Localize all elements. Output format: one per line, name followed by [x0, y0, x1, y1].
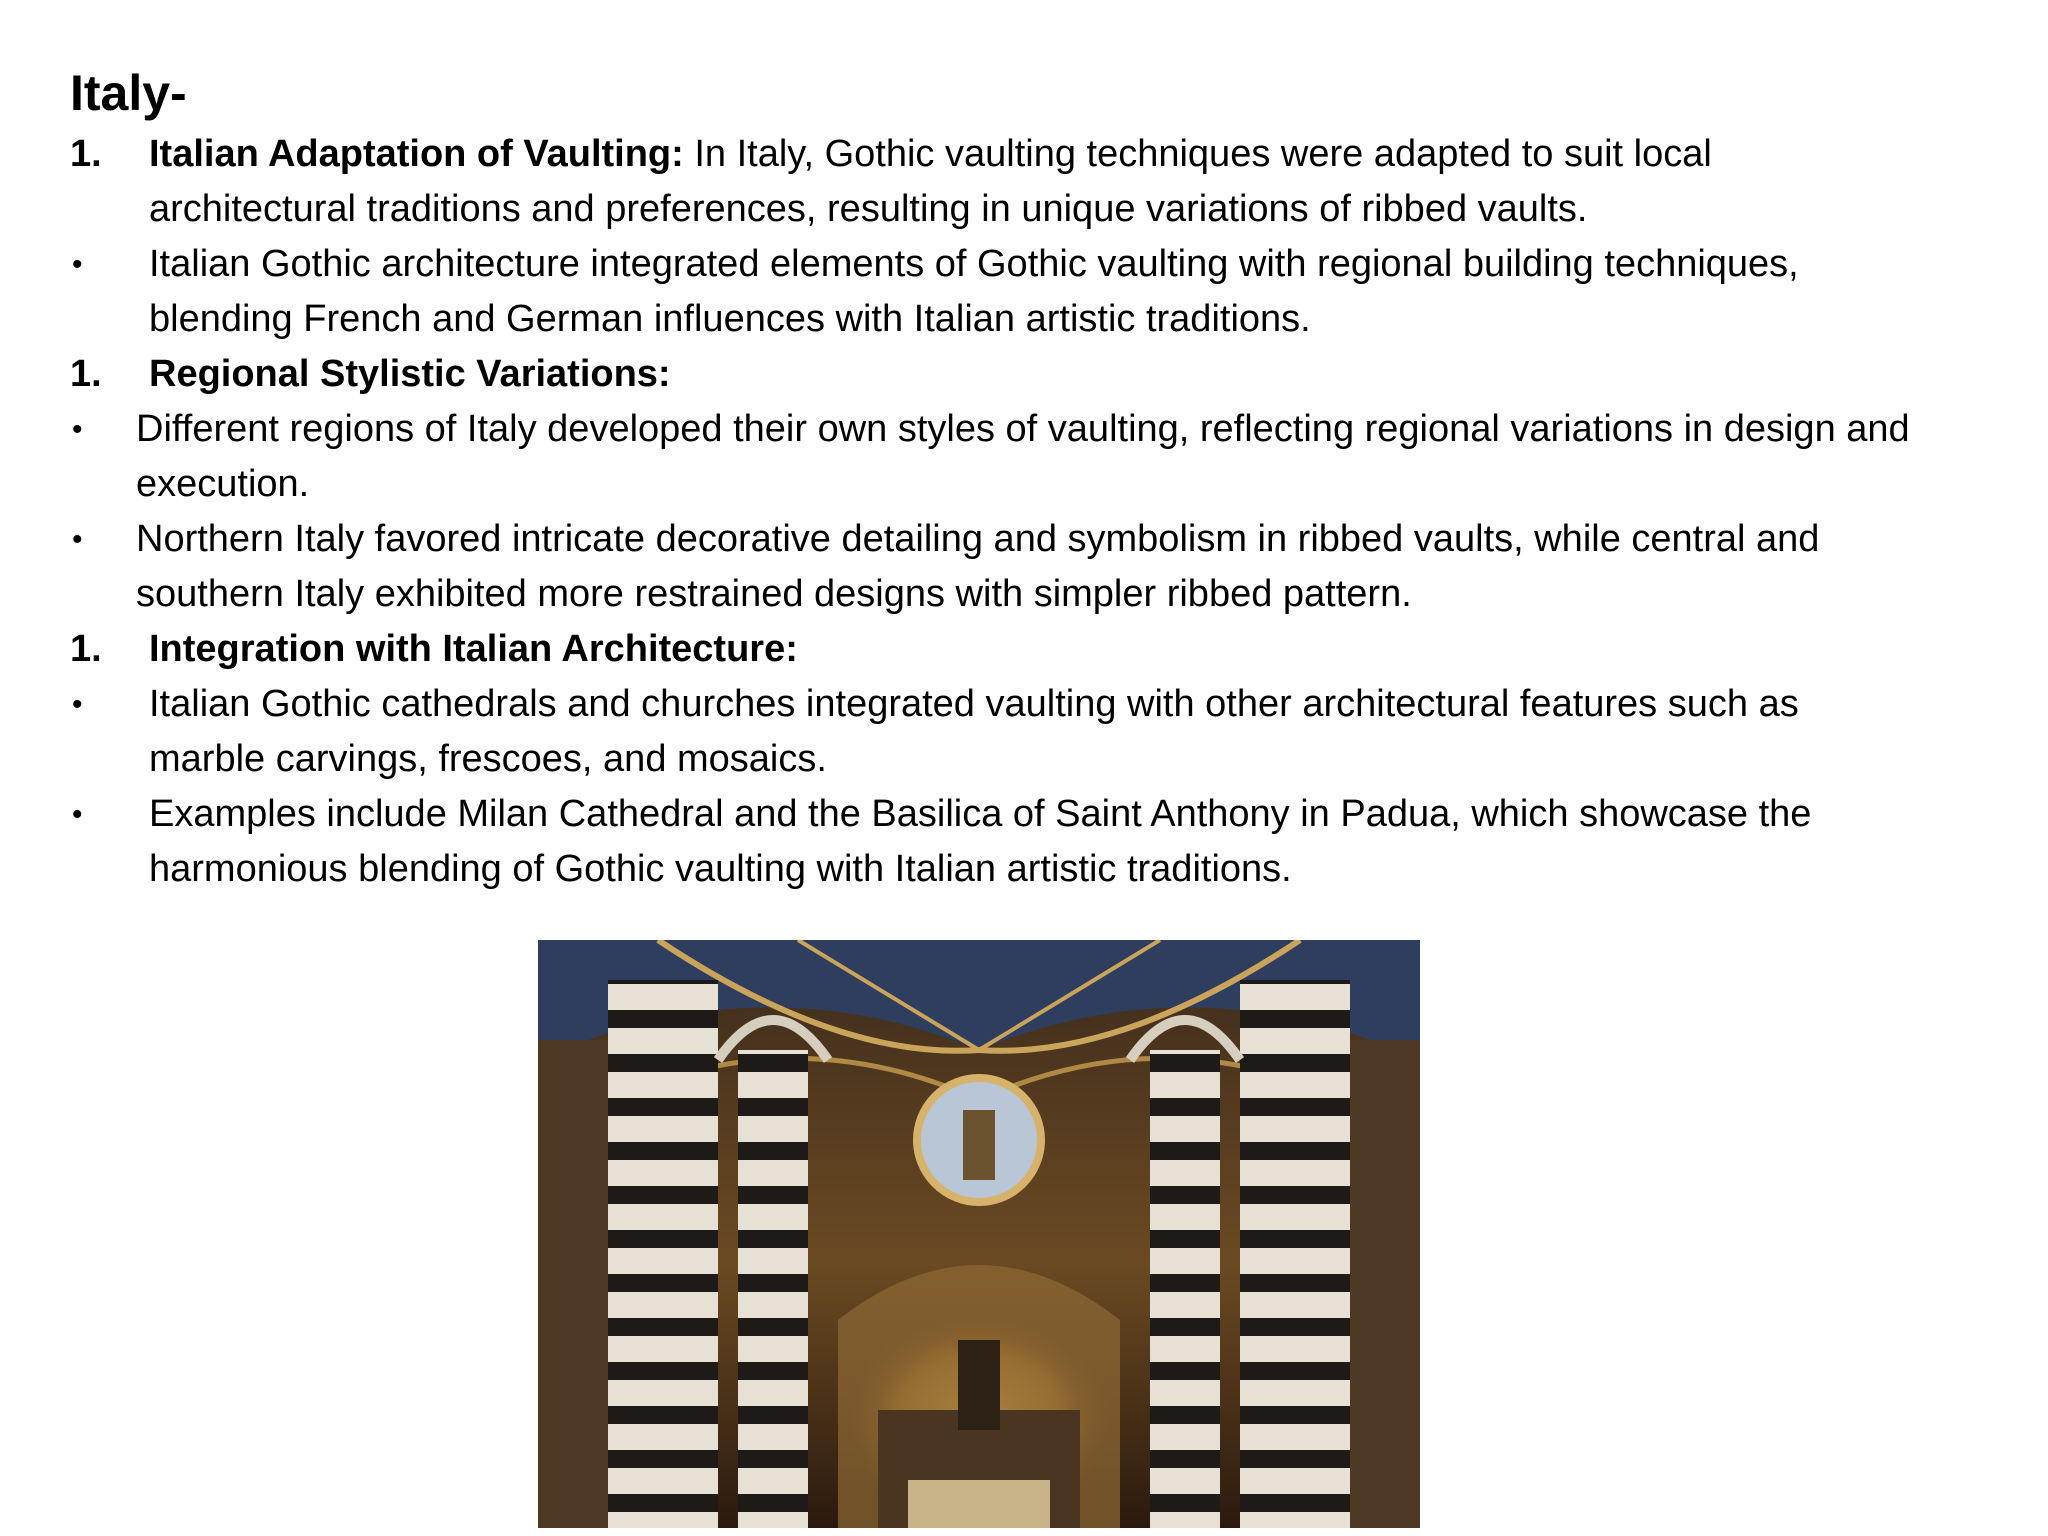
list-item: [70, 237, 1910, 347]
item-text: Italian Gothic cathedrals and churches integrated vaulting with other architectural features such as marble carvings, frescoes, and mosaics.: [149, 683, 1799, 780]
item-heading: Regional Stylistic Variations:: [149, 353, 671, 395]
list-item: [70, 622, 1910, 677]
list-number: 1.: [70, 133, 102, 175]
bullet-icon: •: [72, 798, 83, 831]
list-item: [70, 787, 1910, 897]
bullet-icon: •: [72, 688, 83, 721]
item-text: Examples include Milan Cathedral and the Basilica of Saint Anthony in Padua, which showcase the harmonious blending of Gothic vaulting with Italian artistic traditions.: [149, 793, 1812, 890]
cathedral-interior-photo: [538, 940, 1420, 1528]
item-text: Italian Gothic architecture integrated elements of Gothic vaulting with regional building techniques, blending French and German influences with Italian artistic traditions.: [149, 243, 1799, 340]
item-heading: Integration with Italian Architecture:: [149, 628, 798, 670]
item-text: In Italy, Gothic vaulting techniques were adapted to suit local architectural traditions and preferences, resulting in unique variations of ribbed vaults.: [149, 133, 1712, 230]
list-item: [70, 402, 1910, 512]
slide-title: Italy-: [70, 65, 187, 121]
list-item: [70, 677, 1910, 787]
bullet-icon: •: [72, 523, 83, 556]
list-item: [70, 347, 1910, 402]
list-item: [70, 127, 1910, 237]
bullet-icon: •: [72, 413, 83, 446]
slide-content: [70, 127, 1910, 897]
item-text: Different regions of Italy developed their own styles of vaulting, reflecting regional variations in design and execution.: [136, 408, 1910, 505]
list-number: 1.: [70, 628, 102, 670]
list-item: [70, 512, 1910, 622]
cathedral-interior-illustration: [538, 940, 1420, 1528]
item-heading: Italian Adaptation of Vaulting:: [149, 133, 684, 175]
item-text: Northern Italy favored intricate decorative detailing and symbolism in ribbed vaults, while central and southern Italy exhibited more restrained designs with simpler ribbed pattern.: [136, 518, 1820, 615]
list-number: 1.: [70, 353, 102, 395]
bullet-icon: •: [72, 248, 83, 281]
